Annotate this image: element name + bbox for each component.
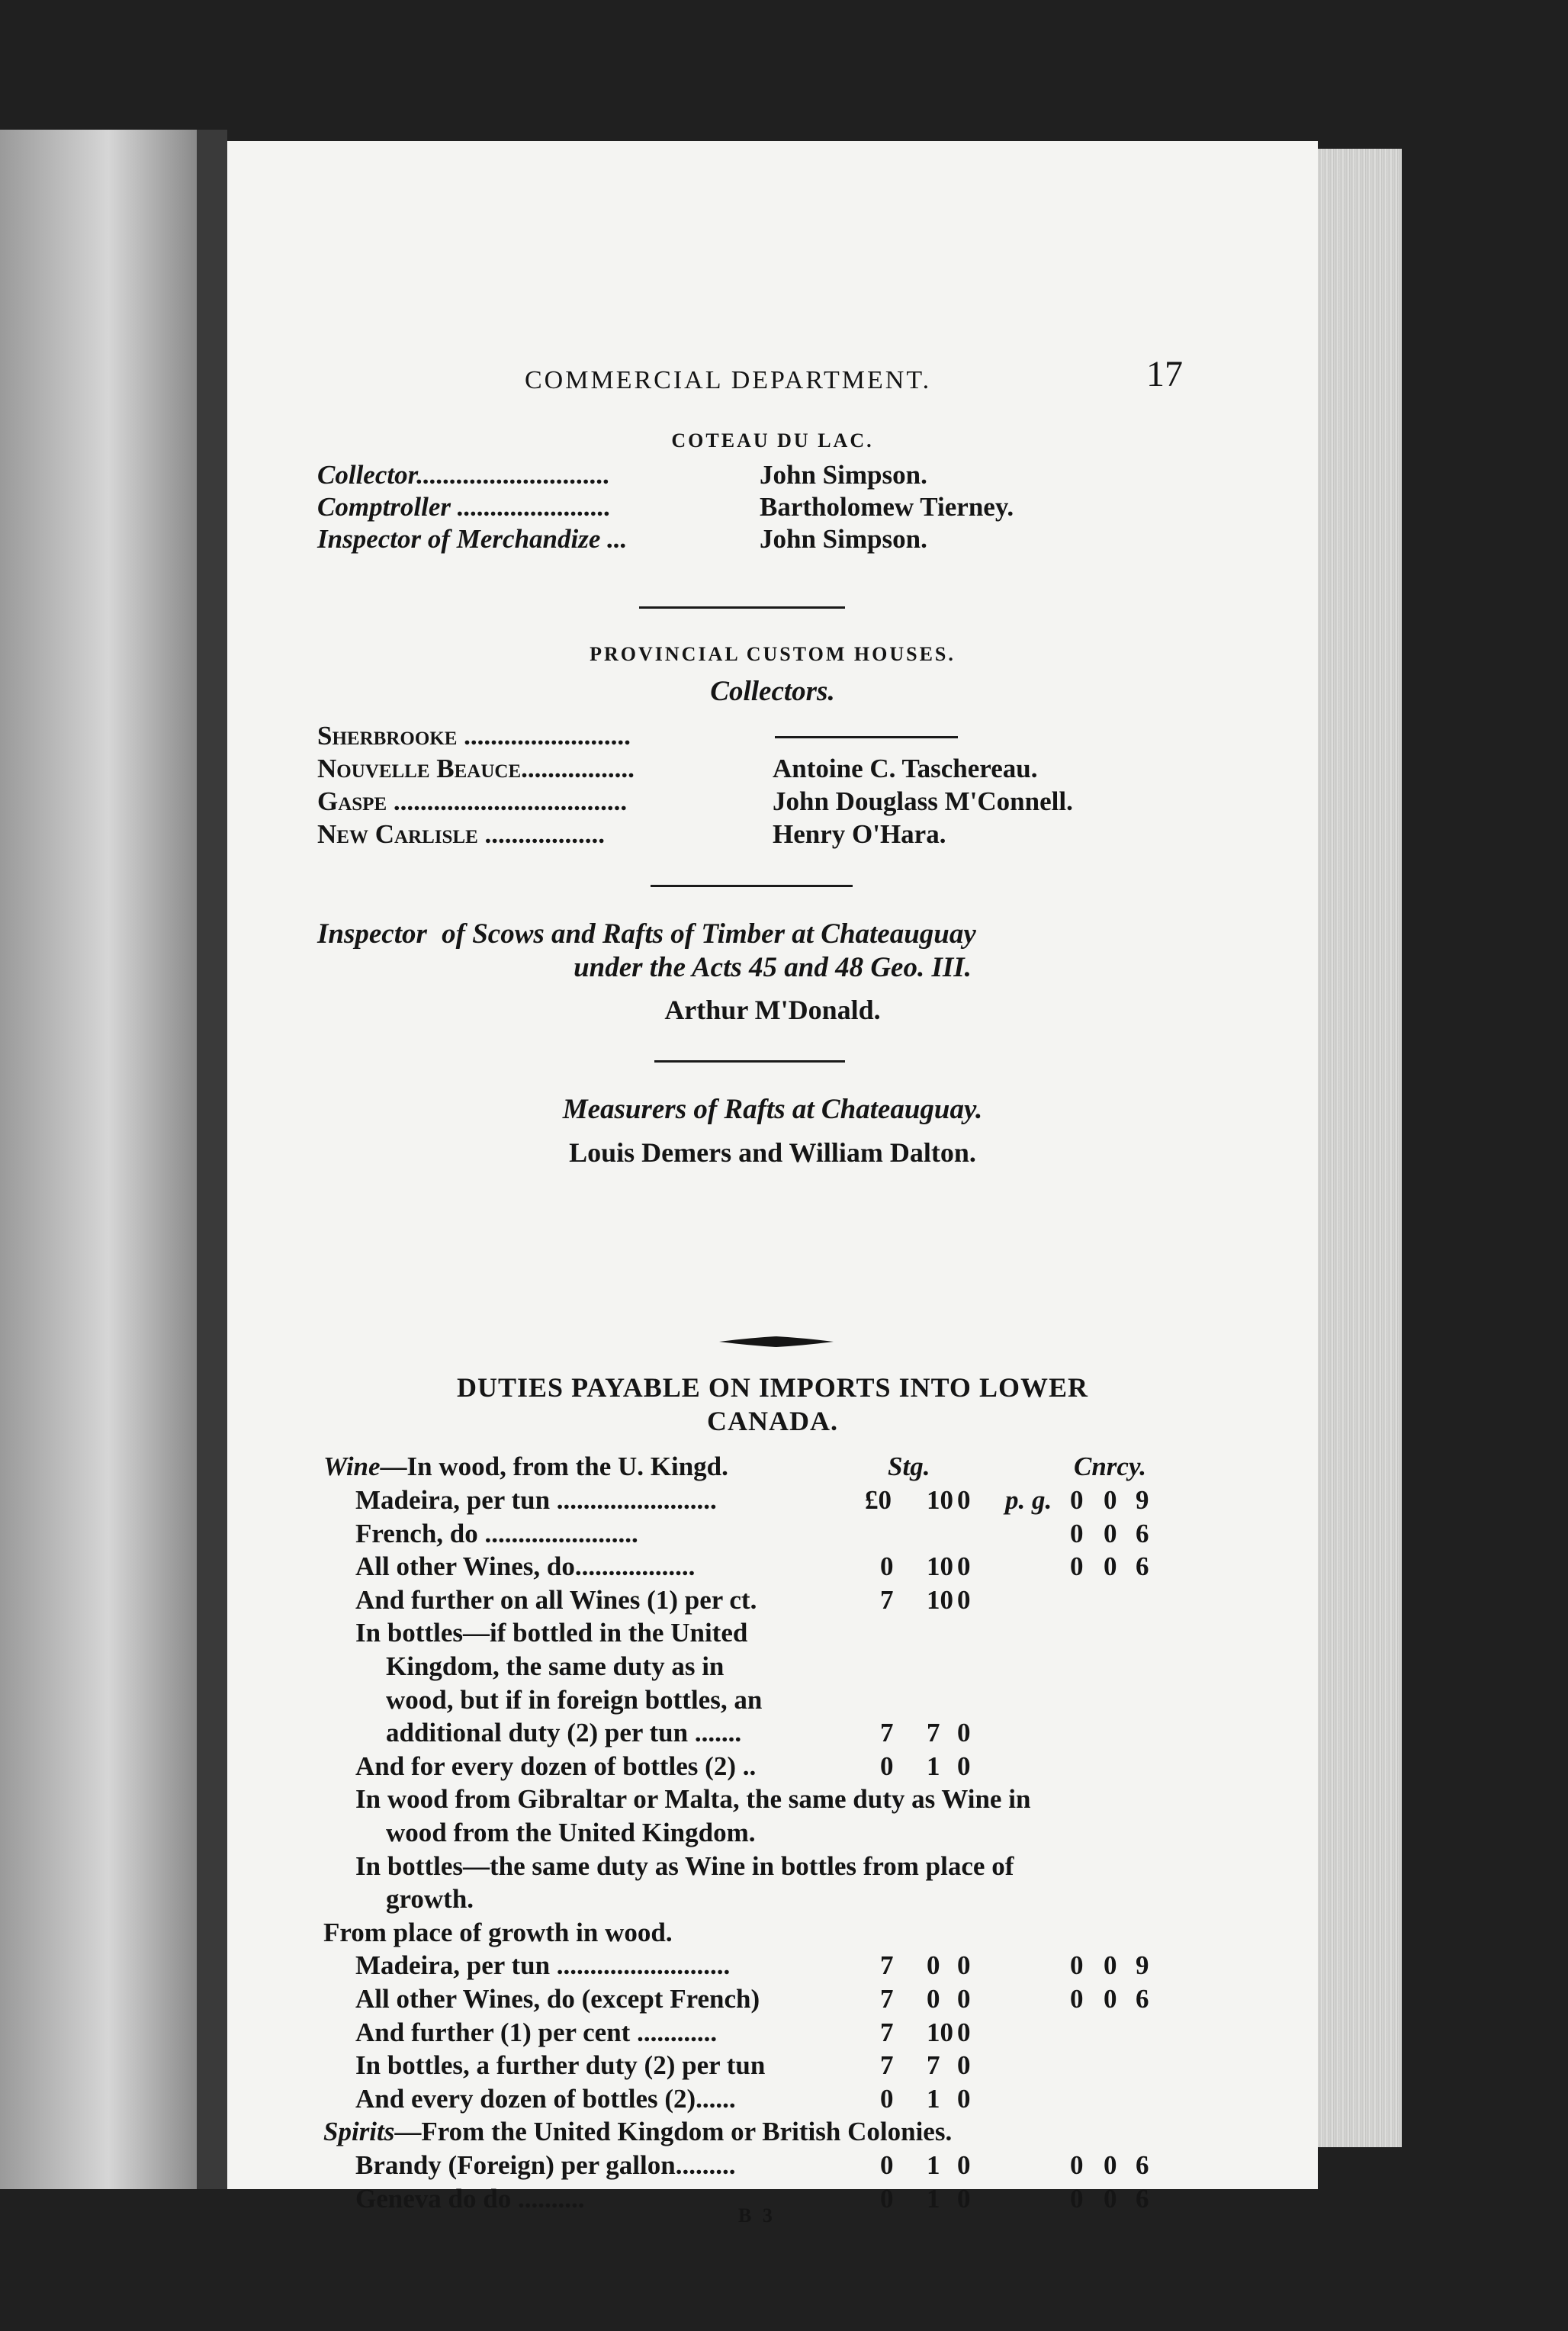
vacant-entry-rule — [775, 736, 958, 738]
sterling-column-head: Stg. — [888, 1452, 930, 1481]
sterling-amount: 0 — [880, 1551, 894, 1581]
coteau-name-1: John Simpson. — [760, 460, 927, 490]
provincial-place-4: New Carlisle .................. — [317, 819, 605, 849]
duty-line-label: In wood from Gibraltar or Malta, the same duty as Wine in — [355, 1784, 1031, 1814]
duty-line-text — [323, 2117, 952, 2147]
sterling-amount: 0 — [880, 2084, 894, 2114]
running-header: COMMERCIAL DEPARTMENT. — [525, 366, 932, 394]
sterling-amount: 1 — [927, 1751, 940, 1781]
currency-column-head: Cnrcy. — [1074, 1452, 1146, 1481]
duty-line-label: In bottles—if bottled in the United — [355, 1618, 748, 1648]
duty-line-label: wood, but if in foreign bottles, an — [386, 1685, 763, 1715]
measurers-title: Measurers of Rafts at Chateauguay. — [562, 1094, 983, 1125]
currency-amount: 0 — [1104, 1551, 1117, 1581]
currency-amount: 9 — [1136, 1950, 1149, 1980]
per-gallon-note: p. g. — [1005, 1485, 1052, 1515]
currency-amount: 0 — [1104, 1519, 1117, 1548]
section-heading-provincial: PROVINCIAL CUSTOM HOUSES. — [590, 643, 956, 665]
book-gutter — [197, 130, 227, 2189]
duty-line-label: And further (1) per cent ............ — [355, 2018, 718, 2047]
inspector-line-1-rest: of Scows and Rafts of Timber at Chateauguay — [442, 918, 976, 950]
currency-amount: 0 — [1104, 2150, 1117, 2180]
duty-line-label: And for every dozen of bottles (2) .. — [355, 1751, 757, 1781]
duty-line-text — [386, 1685, 762, 1715]
inspector-line-2: under the Acts 45 and 48 Geo. III. — [574, 952, 972, 983]
sterling-amount: 0 — [927, 1984, 940, 2014]
sterling-amount: 0 — [957, 1950, 971, 1980]
duty-line-label: Madeira, per tun ........................ — [355, 1485, 717, 1515]
provincial-name-3: John Douglass M'Connell. — [773, 786, 1073, 816]
sterling-amount: 7 — [880, 2050, 894, 2080]
sterling-amount: 0 — [927, 1950, 940, 1980]
provincial-place-1: Sherbrooke ......................... — [317, 721, 631, 751]
sterling-amount: 7 — [880, 1984, 894, 2014]
collectors-subheading: Collectors. — [710, 676, 835, 707]
sterling-amount: 7 — [880, 2018, 894, 2047]
wine-heading-rest: —In wood, from the U. Kingd. — [380, 1452, 728, 1481]
sterling-amount: 0 — [957, 2018, 971, 2047]
sterling-amount: 1 — [927, 2150, 940, 2180]
duty-line-text — [355, 1485, 717, 1516]
duty-line-text — [355, 2184, 584, 2214]
sterling-amount: 10 — [927, 2018, 953, 2047]
sterling-amount: 0 — [957, 1485, 971, 1515]
divider-rule — [651, 885, 853, 887]
duty-line-label: In bottles—the same duty as Wine in bottles from place of — [355, 1851, 1014, 1881]
wine-heading — [323, 1452, 728, 1482]
duty-line-label: All other Wines, do.................. — [355, 1551, 696, 1581]
sterling-amount: 0 — [880, 2150, 894, 2180]
page-edges — [1318, 149, 1402, 2147]
duty-line-text — [355, 1851, 1014, 1882]
duty-line-text — [355, 1585, 757, 1616]
sterling-amount: 0 — [957, 2084, 971, 2114]
duty-line-text — [386, 1718, 741, 1748]
sterling-amount: 0 — [957, 1585, 971, 1615]
duty-line-text — [355, 2150, 735, 2181]
duty-line-label: Brandy (Foreign) per gallon......... — [355, 2150, 736, 2180]
currency-amount: 6 — [1136, 2150, 1149, 2180]
currency-amount: 0 — [1070, 1519, 1084, 1548]
coteau-role-1: Collector............................. — [317, 460, 611, 490]
sterling-amount: 10 — [927, 1485, 953, 1515]
currency-amount: 0 — [1104, 1984, 1117, 2014]
currency-amount: 6 — [1136, 1551, 1149, 1581]
coteau-role-2: Comptroller ....................... — [317, 492, 612, 522]
section-heading-coteau: COTEAU DU LAC. — [671, 429, 874, 452]
duties-title-line-1: DUTIES PAYABLE ON IMPORTS INTO LOWER — [457, 1372, 1088, 1403]
sterling-amount: 0 — [957, 1718, 971, 1747]
duty-line-text — [355, 2050, 765, 2081]
sterling-amount: 10 — [927, 1585, 953, 1615]
duty-line-text — [355, 1784, 1030, 1815]
currency-amount: 0 — [1070, 1485, 1084, 1515]
duty-line-label: wood from the United Kingdom. — [386, 1818, 756, 1847]
sterling-amount: 0 — [880, 1751, 894, 1781]
currency-amount: 6 — [1136, 1519, 1149, 1548]
divider-rule — [654, 1060, 845, 1063]
sterling-amount: 7 — [880, 1950, 894, 1980]
duty-line-text — [355, 1950, 730, 1981]
duties-title-line-2: CANADA. — [707, 1406, 838, 1436]
sterling-amount: 0 — [957, 2150, 971, 2180]
coteau-role-3: Inspector of Merchandize ... — [317, 524, 628, 554]
duty-line-label: Kingdom, the same duty as in — [386, 1651, 725, 1681]
duty-line-text — [386, 1651, 724, 1682]
currency-amount: 9 — [1136, 1485, 1149, 1515]
sterling-amount: 0 — [880, 2184, 894, 2214]
inspector-name: Arthur M'Donald. — [664, 995, 881, 1025]
divider-rule — [639, 606, 845, 609]
duty-line-text — [355, 2018, 717, 2048]
signature-mark: B 3 — [738, 2204, 776, 2227]
wine-label: Wine — [323, 1452, 381, 1481]
duty-line-text — [355, 1618, 747, 1648]
currency-amount: 0 — [1104, 1485, 1117, 1515]
sterling-amount: 0 — [957, 1984, 971, 2014]
duty-line-label: From place of growth in wood. — [323, 1918, 673, 1947]
currency-amount: 6 — [1136, 2184, 1149, 2214]
currency-amount: 0 — [1070, 1551, 1084, 1581]
provincial-place-3: Gaspe ................................... — [317, 786, 628, 816]
currency-amount: 0 — [1104, 1950, 1117, 1980]
duty-line-label: And every dozen of bottles (2)...... — [355, 2084, 736, 2114]
sterling-amount: 0 — [957, 1751, 971, 1781]
duty-line-label: And further on all Wines (1) per ct. — [355, 1585, 757, 1615]
sterling-amount: 7 — [880, 1718, 894, 1747]
duty-line-text — [355, 1984, 760, 2014]
duty-line-text — [355, 1551, 695, 1582]
duty-line-text — [355, 1751, 756, 1782]
page-number: 17 — [1146, 354, 1183, 394]
currency-amount: 0 — [1070, 1950, 1084, 1980]
duty-line-label: In bottles, a further duty (2) per tun — [355, 2050, 766, 2080]
duty-line-label: French, do ....................... — [355, 1519, 638, 1548]
provincial-place-2: Nouvelle Beauce................. — [317, 754, 635, 783]
currency-amount: 0 — [1104, 2184, 1117, 2214]
sterling-amount: 0 — [957, 2050, 971, 2080]
provincial-name-2: Antoine C. Taschereau. — [773, 754, 1038, 783]
coteau-name-3: John Simpson. — [760, 524, 927, 554]
duty-line-label: additional duty (2) per tun ....... — [386, 1718, 742, 1747]
sterling-amount: 0 — [957, 2184, 971, 2214]
currency-amount: 6 — [1136, 1984, 1149, 2014]
coteau-name-2: Bartholomew Tierney. — [760, 492, 1014, 522]
sterling-amount: £0 — [865, 1485, 892, 1515]
duty-line-label: —From the United Kingdom or British Colonies. — [394, 2117, 953, 2146]
inspector-word: Inspector — [317, 918, 427, 950]
sterling-amount: 7 — [880, 1585, 894, 1615]
sterling-amount: 1 — [927, 2184, 940, 2214]
measurers-names: Louis Demers and William Dalton. — [569, 1137, 976, 1168]
duty-line-label: growth. — [386, 1884, 474, 1914]
sterling-amount: 1 — [927, 2084, 940, 2114]
left-page-edge — [0, 130, 197, 2189]
currency-amount: 0 — [1070, 2150, 1084, 2180]
duty-line-italic-label: Spirits — [323, 2117, 395, 2146]
ornament-divider — [719, 1336, 834, 1347]
currency-amount: 0 — [1070, 2184, 1084, 2214]
duty-line-text — [386, 1884, 474, 1915]
provincial-name-4: Henry O'Hara. — [773, 819, 946, 849]
currency-amount: 0 — [1070, 1984, 1084, 2014]
duty-line-text — [386, 1818, 756, 1848]
sterling-amount: 7 — [927, 1718, 940, 1747]
inspector-line-1 — [317, 918, 976, 950]
sterling-amount: 10 — [927, 1551, 953, 1581]
book-page — [227, 141, 1318, 2227]
duty-line-text — [355, 2084, 736, 2114]
sterling-amount: 7 — [927, 2050, 940, 2080]
duty-line-text — [355, 1519, 638, 1549]
duty-line-label: All other Wines, do (except French) — [355, 1984, 760, 2014]
sterling-amount: 0 — [957, 1551, 971, 1581]
duty-line-label: Madeira, per tun .......................... — [355, 1950, 731, 1980]
duty-line-text — [323, 1918, 673, 1948]
duty-line-label: Geneva do do .......... — [355, 2184, 585, 2214]
